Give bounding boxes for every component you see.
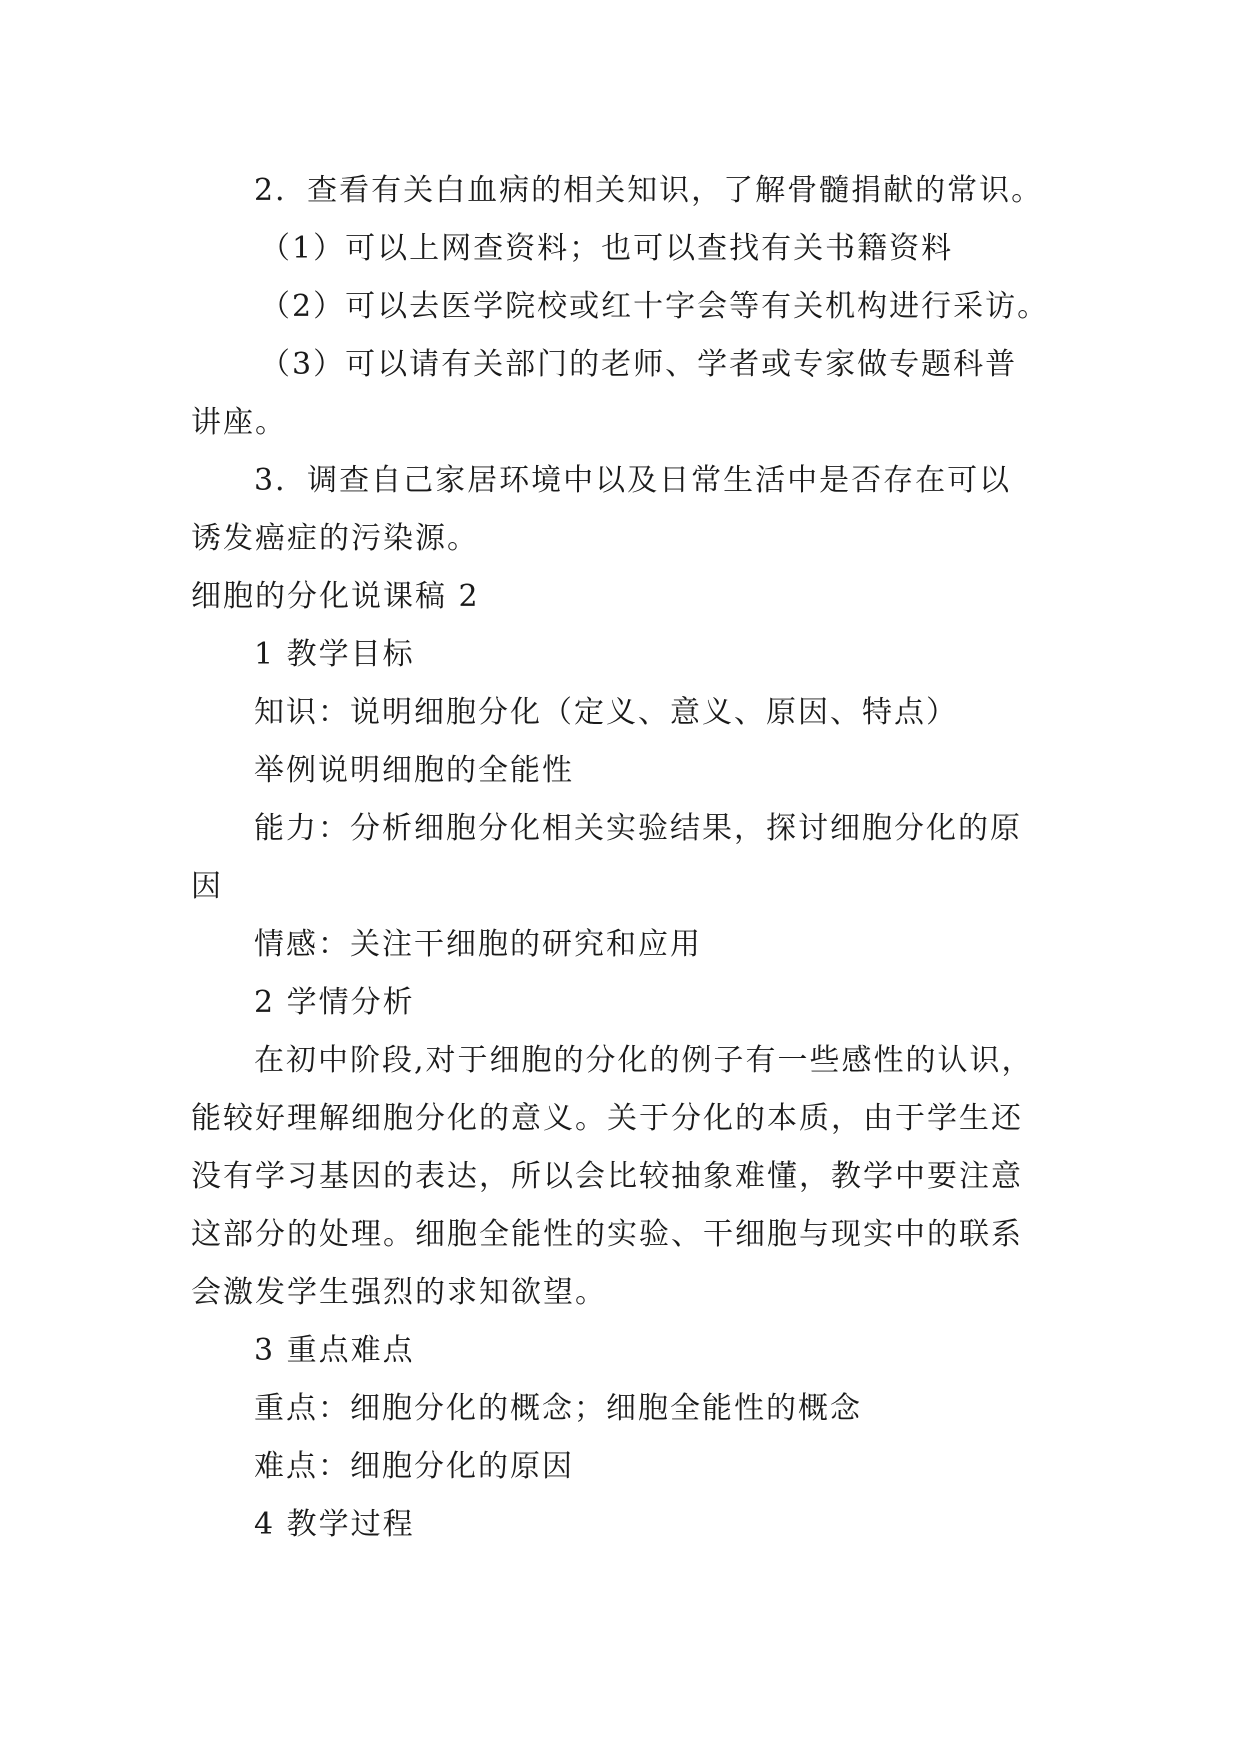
paragraph: 这部分的处理。细胞全能性的实验、干细胞与现实中的联系 bbox=[191, 1217, 1023, 1252]
paragraph: 重点：细胞分化的概念；细胞全能性的概念 bbox=[254, 1391, 862, 1426]
paragraph: 能较好理解细胞分化的意义。关于分化的本质，由于学生还 bbox=[191, 1101, 1023, 1136]
section-title: 细胞的分化说课稿 2 bbox=[191, 579, 480, 614]
subsection-heading: 2 学情分析 bbox=[254, 985, 415, 1020]
paragraph: 在初中阶段,对于细胞的分化的例子有一些感性的认识， bbox=[254, 1043, 1034, 1078]
paragraph: 情感：关注干细胞的研究和应用 bbox=[254, 927, 702, 962]
paragraph: （1）可以上网查资料；也可以查找有关书籍资料 bbox=[260, 231, 954, 266]
paragraph: （3）可以请有关部门的老师、学者或专家做专题科普 bbox=[260, 347, 1018, 382]
paragraph: 2．查看有关白血病的相关知识，了解骨髓捐献的常识。 bbox=[254, 173, 1044, 208]
paragraph: 诱发癌症的污染源。 bbox=[191, 521, 479, 556]
paragraph: 难点：细胞分化的原因 bbox=[254, 1449, 574, 1484]
paragraph: 能力：分析细胞分化相关实验结果，探讨细胞分化的原 bbox=[254, 811, 1022, 846]
paragraph: 没有学习基因的表达，所以会比较抽象难懂，教学中要注意 bbox=[191, 1159, 1023, 1194]
subsection-heading: 1 教学目标 bbox=[254, 637, 415, 672]
subsection-heading: 4 教学过程 bbox=[254, 1507, 415, 1542]
paragraph: 讲座。 bbox=[191, 405, 287, 440]
document-body bbox=[191, 162, 1051, 1554]
subsection-heading: 3 重点难点 bbox=[254, 1333, 415, 1368]
paragraph: 因 bbox=[191, 869, 223, 904]
paragraph: （2）可以去医学院校或红十字会等有关机构进行采访。 bbox=[260, 289, 1050, 324]
paragraph: 知识：说明细胞分化（定义、意义、原因、特点） bbox=[254, 695, 958, 730]
paragraph: 3．调查自己家居环境中以及日常生活中是否存在可以 bbox=[254, 463, 1012, 498]
paragraph: 会激发学生强烈的求知欲望。 bbox=[191, 1275, 607, 1310]
paragraph: 举例说明细胞的全能性 bbox=[254, 753, 574, 788]
